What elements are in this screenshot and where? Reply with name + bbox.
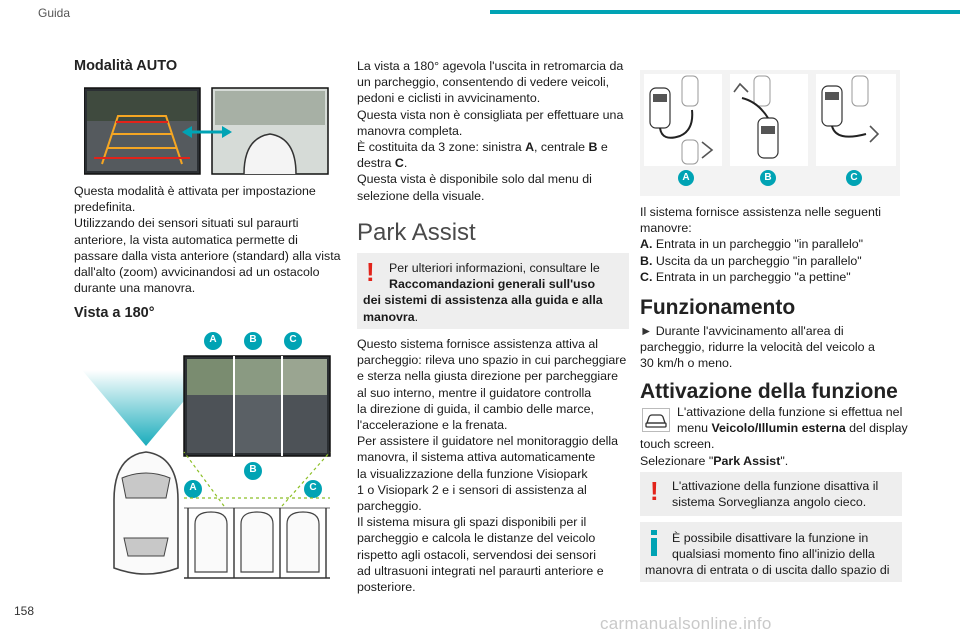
warning-blindspot-text: L'attivazione della funzione disattiva il sistema Sorveglianza angolo cieco. bbox=[672, 479, 879, 510]
heading-modalita-auto: Modalità AUTO bbox=[74, 58, 178, 74]
warning-icon: ! bbox=[366, 257, 375, 287]
header-accent-bar bbox=[490, 10, 960, 14]
watermark: carmanualsonline.info bbox=[600, 614, 772, 633]
funzionamento-paragraph: ► Durante l'avvicinamento all'area di parcheggio, ridurre la velocità del veicolo a 30 km/h o meno. bbox=[640, 324, 875, 371]
attivazione-paragraph: L'attivazione della funzione si effettua nel menu Veicolo/Illumin esterna del display touch screen. Selezionare "Park Assist". bbox=[640, 405, 908, 468]
diagram-label-a: A bbox=[682, 172, 690, 183]
zone-label-b-top: B bbox=[249, 334, 257, 345]
zone-label-b-bottom: B bbox=[249, 464, 257, 475]
park-assist-paragraph: Questo sistema fornisce assistenza attiva al parcheggio: rileva uno spazio in cui parcheggiare e sterza nella giusta direzione per parcheggiare al suo interno, mentre il guidatore controlla la direzione di guida, il cambio delle marce, l'accelerazione e la frenata. Per assistere il guidatore nel monitoraggio della manovra, il sistema attiva automaticamente la visualizzazione della funzione Visiopark 1 o Visiopark 2 e i sensori di assistenza al parcheggio. Il sistema misura gli spazi disponibili per il parcheggio e calcola le distanze del veicolo rispetto agli ostacoli, servendosi dei sensori ad ultrasuoni integrati nel paraurti anteriore e posteriore. bbox=[357, 337, 627, 595]
info-deactivate-text: È possibile disattivare la funzione in qualsiasi momento fino all'inizio della manovra di entrata o di uscita dallo spazio di bbox=[645, 531, 890, 578]
heading-vista-180: Vista a 180° bbox=[74, 305, 155, 321]
view-180-illustration bbox=[74, 328, 336, 582]
diagram-label-c: C bbox=[850, 172, 858, 183]
heading-funzionamento: Funzionamento bbox=[640, 296, 796, 319]
auto-paragraph: Questa modalità è attivata per impostazione predefinita. Utilizzando dei sensori situati sul paraurti anteriore, la vista automatica permette di passare dalla vista anteriore (standard) alla vista dall'alto (zoom) avvicinandosi ad un ostacolo durante una manovra. bbox=[74, 184, 341, 296]
zone-label-c-bottom: C bbox=[309, 482, 317, 493]
zone-label-a-bottom: A bbox=[189, 482, 197, 493]
view-180-paragraph: La vista a 180° agevola l'uscita in retromarcia da un parcheggio, consentendo di vedere veicoli, pedoni e ciclisti in avvicinamento. Questa vista non è consigliata per effettuare una manovra completa. È costituita da 3 zone: sinistra A, centrale B e destra C. Questa vista è disponibile solo dal menu di selezione della visuale. bbox=[357, 59, 624, 203]
zone-label-c-top: C bbox=[289, 334, 297, 345]
note-park-text: Per ulteriori informazioni, consultare le Raccomandazioni generali sull'uso dei sistemi di assistenza alla guida e alla manovra. bbox=[363, 261, 603, 324]
header-section-label: Guida bbox=[38, 6, 71, 20]
diagram-label-b: B bbox=[764, 172, 772, 183]
heading-attivazione: Attivazione della funzione bbox=[640, 380, 898, 403]
warning-icon-2: ! bbox=[650, 476, 659, 506]
auto-mode-illustration bbox=[84, 86, 332, 176]
zone-label-a-top: A bbox=[209, 334, 217, 345]
heading-park-assist: Park Assist bbox=[357, 219, 476, 246]
page-number: 158 bbox=[14, 604, 35, 618]
bullet-arrow: ► bbox=[640, 324, 653, 338]
maneuvers-intro: Il sistema fornisce assistenza nelle seguenti manovre: A. Entrata in un parcheggio "in parallelo" B. Uscita da un parcheggio "in parallelo" C. Entrata in un parcheggio "a pettine" bbox=[640, 205, 882, 284]
